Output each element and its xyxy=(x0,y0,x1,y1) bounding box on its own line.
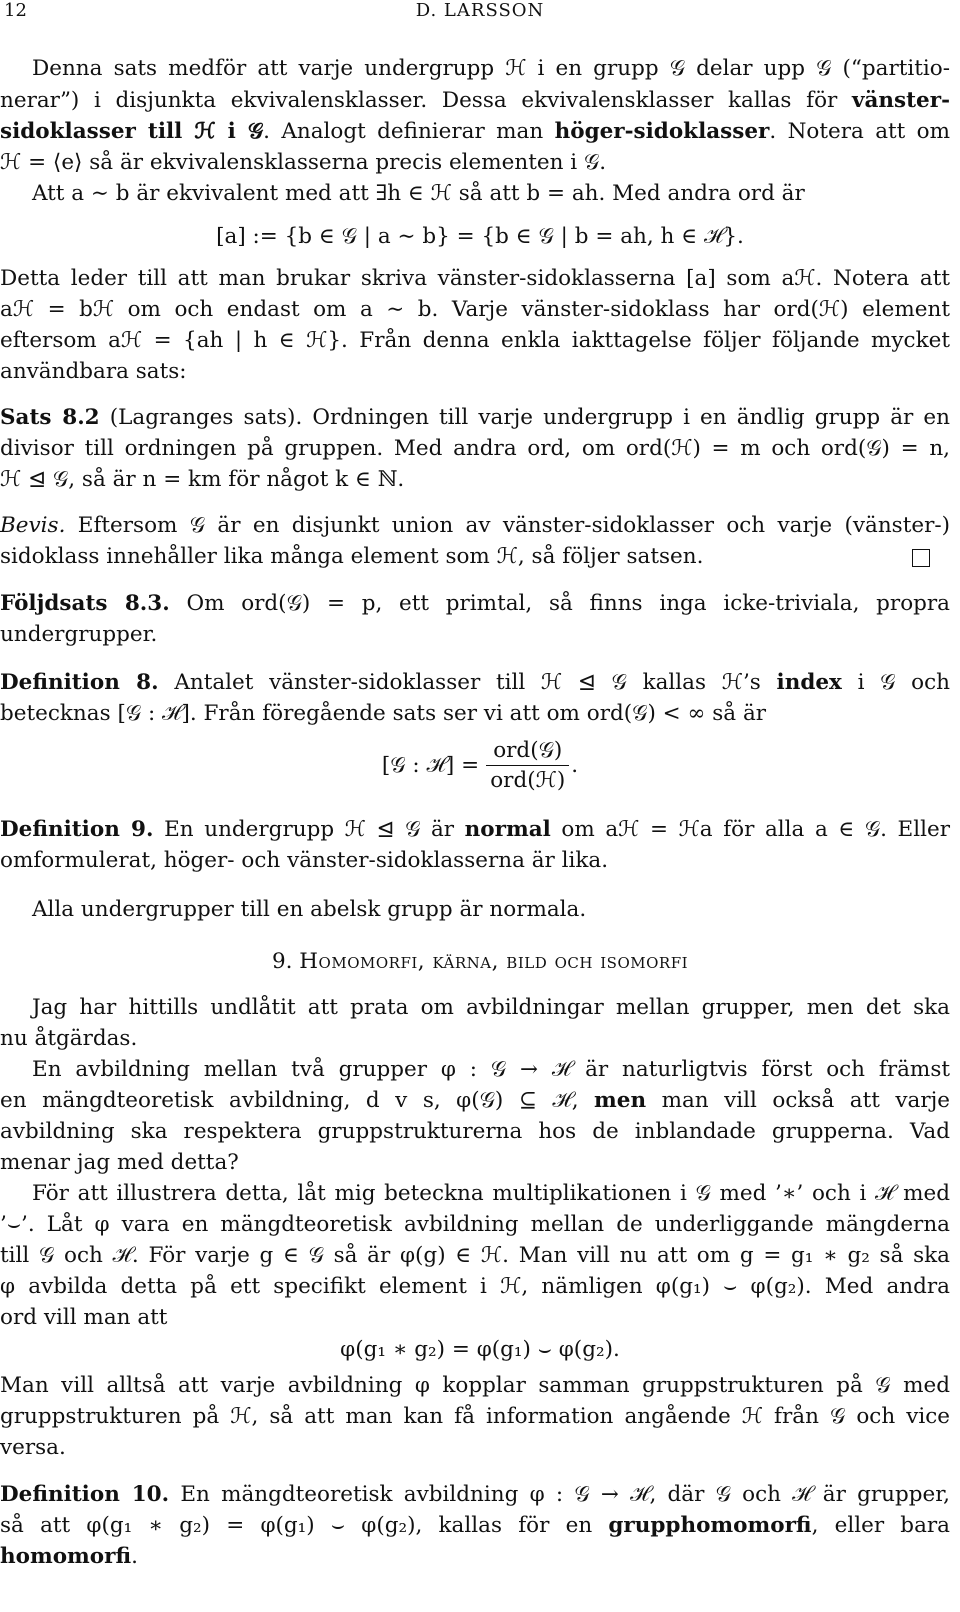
paragraph-line: Denna sats medför att varje undergrupp ℋ i en grupp 𝒢 delar upp 𝒢 (“partitio- xyxy=(32,56,950,81)
section-title: Homomorfi, kärna, bild och isomorfi xyxy=(299,949,689,974)
paragraph-line: eftersom aℋ = {ah | h ∈ ℋ}. Från denna enkla iakttagelse följer följande mycket xyxy=(0,328,950,353)
paragraph-line: till 𝒢 och ℋ. För varje g ∈ 𝒢 så är φ(g) ∈ ℋ. Man vill nu att om g = g₁ ∗ g₂ så ska xyxy=(0,1243,950,1268)
bold-term: men xyxy=(594,1088,647,1113)
index-fraction-equation xyxy=(0,738,960,793)
proof-line xyxy=(0,511,950,541)
text-span: En mängdteoretisk avbildning φ : 𝒢 → ℋ, där 𝒢 och ℋ är grupper, xyxy=(169,1482,951,1507)
text-span: nerar”) i disjunkta ekvivalensklasser. Dessa ekvivalensklasser kallas för xyxy=(0,88,852,113)
text-span: om aℋ = ℋa för alla a ∈ 𝒢. Eller xyxy=(550,817,951,842)
text-span: , eller bara xyxy=(811,1513,950,1538)
theorem-line: ℋ ⊴ 𝒢, så är n = km för något k ∈ ℕ. xyxy=(0,467,405,492)
paragraph-line: Jag har hittills undlåtit att prata om avbildningar mellan grupper, men det ska xyxy=(32,995,950,1020)
definition-line xyxy=(0,1511,950,1541)
paragraph-line xyxy=(0,117,950,147)
text-span: . Notera att om xyxy=(769,119,951,144)
bold-term: index xyxy=(776,670,842,695)
bold-term: homomorfi xyxy=(0,1544,132,1569)
text-span: En undergrupp ℋ ⊴ 𝒢 är xyxy=(153,817,465,842)
paragraph-line: versa. xyxy=(0,1435,66,1460)
paragraph-line: För att illustrera detta, låt mig beteckna multiplikationen i 𝒢 med ’∗’ och i ℋ med xyxy=(32,1181,950,1206)
corollary-line xyxy=(0,589,950,619)
text-span: så att φ(g₁ ∗ g₂) = φ(g₁) ⌣ φ(g₂), kallas för en xyxy=(0,1513,609,1538)
definition-line xyxy=(0,1480,950,1510)
text-span: Om ord(𝒢) = p, ett primtal, så finns inga icke-triviala, propra xyxy=(169,591,950,616)
text-span: man vill också att varje xyxy=(646,1088,950,1113)
fraction-numerator: ord(𝒢) xyxy=(486,738,569,766)
page-number: 12 xyxy=(4,0,27,21)
text-span: Antalet vänster-sidoklasser till ℋ ⊴ 𝒢 kallas ℋ’s xyxy=(158,670,777,695)
bold-term: grupphomomorfi xyxy=(608,1513,812,1538)
bold-term: vänster- xyxy=(851,88,950,113)
paragraph-line: φ avbilda detta på ett specifikt element i ℋ, nämligen φ(g₁) ⌣ φ(g₂). Med andra xyxy=(0,1274,950,1299)
paragraph-line: Man vill alltså att varje avbildning φ kopplar samman gruppstrukturen på 𝒢 med xyxy=(0,1373,950,1398)
paragraph-line xyxy=(0,1086,950,1116)
equation-lhs: [𝒢 : ℋ] = xyxy=(381,753,480,778)
paragraph-line: aℋ = bℋ om och endast om a ∼ b. Varje vänster-sidoklass har ord(ℋ) element xyxy=(0,297,950,322)
theorem-label: Sats 8.2 xyxy=(0,405,100,430)
display-equation: φ(g₁ ∗ g₂) = φ(g₁) ⌣ φ(g₂). xyxy=(340,1337,620,1362)
equation-period: . xyxy=(571,753,579,778)
paragraph-line: Alla undergrupper till en abelsk grupp är normala. xyxy=(32,897,587,922)
paragraph-line xyxy=(0,86,950,116)
section-number: 9. xyxy=(271,949,300,974)
theorem-line xyxy=(0,403,950,433)
section-heading xyxy=(0,947,960,977)
text-span: i 𝒢 och xyxy=(841,670,950,695)
text-span: . Analogt definierar man xyxy=(263,119,555,144)
definition-line: omformulerat, höger- och vänster-sidoklasserna är lika. xyxy=(0,848,609,873)
paragraph-line: menar jag med detta? xyxy=(0,1150,239,1175)
running-head: D. LARSSON xyxy=(415,0,545,21)
page-header xyxy=(0,0,960,22)
bold-term: sidoklasser till ℋ i 𝒢 xyxy=(0,119,264,144)
fraction xyxy=(486,738,569,793)
paragraph-line: Att a ∼ b är ekvivalent med att ∃h ∈ ℋ så att b = ah. Med andra ord är xyxy=(32,181,805,206)
corollary-label: Följdsats 8.3. xyxy=(0,591,170,616)
definition-label: Definition 9. xyxy=(0,817,154,842)
paragraph-line: Detta leder till att man brukar skriva vänster-sidoklasserna [a] som aℋ. Notera att xyxy=(0,266,950,291)
text-span: Eftersom 𝒢 är en disjunkt union av vänster-sidoklasser och varje (vänster-) xyxy=(65,513,950,538)
text-span: en mängdteoretisk avbildning, d v s, φ(𝒢) ⊆ ℋ, xyxy=(0,1088,595,1113)
bold-term: normal xyxy=(464,817,551,842)
text-span: (Lagranges sats). Ordningen till varje undergrupp i en ändlig grupp är en xyxy=(99,405,950,430)
proof-label: Bevis. xyxy=(0,513,66,538)
paragraph-line: ord vill man att xyxy=(0,1305,168,1330)
paragraph-line: gruppstrukturen på ℋ, så att man kan få information angående ℋ från 𝒢 och vice xyxy=(0,1404,950,1429)
paragraph-line: ℋ = ⟨e⟩ så är ekvivalensklasserna precis elementen i 𝒢. xyxy=(0,150,607,175)
corollary-line: undergrupper. xyxy=(0,622,158,647)
bold-term: höger-sidoklasser xyxy=(554,119,770,144)
paragraph-line: avbildning ska respektera gruppstrukturerna hos de inblandade grupperna. Vad xyxy=(0,1119,950,1144)
definition-line xyxy=(0,1542,138,1572)
paragraph-line: nu åtgärdas. xyxy=(0,1026,138,1051)
fraction-denominator: ord(ℋ) xyxy=(490,768,566,793)
paragraph-line: ’⌣’. Låt φ vara en mängdteoretisk avbildning mellan de underliggande mängderna xyxy=(0,1212,950,1237)
qed-square-icon xyxy=(912,549,930,567)
definition-label: Definition 8. xyxy=(0,670,159,695)
definition-line: betecknas [𝒢 : ℋ]. Från föregående sats ser vi att om ord(𝒢) < ∞ så är xyxy=(0,701,767,726)
definition-line xyxy=(0,668,950,698)
definition-label: Definition 10. xyxy=(0,1482,170,1507)
theorem-line: divisor till ordningen på gruppen. Med andra ord, om ord(ℋ) = m och ord(𝒢) = n, xyxy=(0,436,950,461)
display-equation: [a] := {b ∈ 𝒢 | a ∼ b} = {b ∈ 𝒢 | b = ah, h ∈ ℋ}. xyxy=(216,224,744,249)
text-span: . xyxy=(131,1544,138,1569)
proof-line: sidoklass innehåller lika många element som ℋ, så följer satsen. xyxy=(0,544,704,569)
definition-line xyxy=(0,815,950,845)
paragraph-line: En avbildning mellan två grupper φ : 𝒢 → ℋ är naturligtvis först och främst xyxy=(32,1057,950,1082)
paragraph-line: användbara sats: xyxy=(0,359,187,384)
